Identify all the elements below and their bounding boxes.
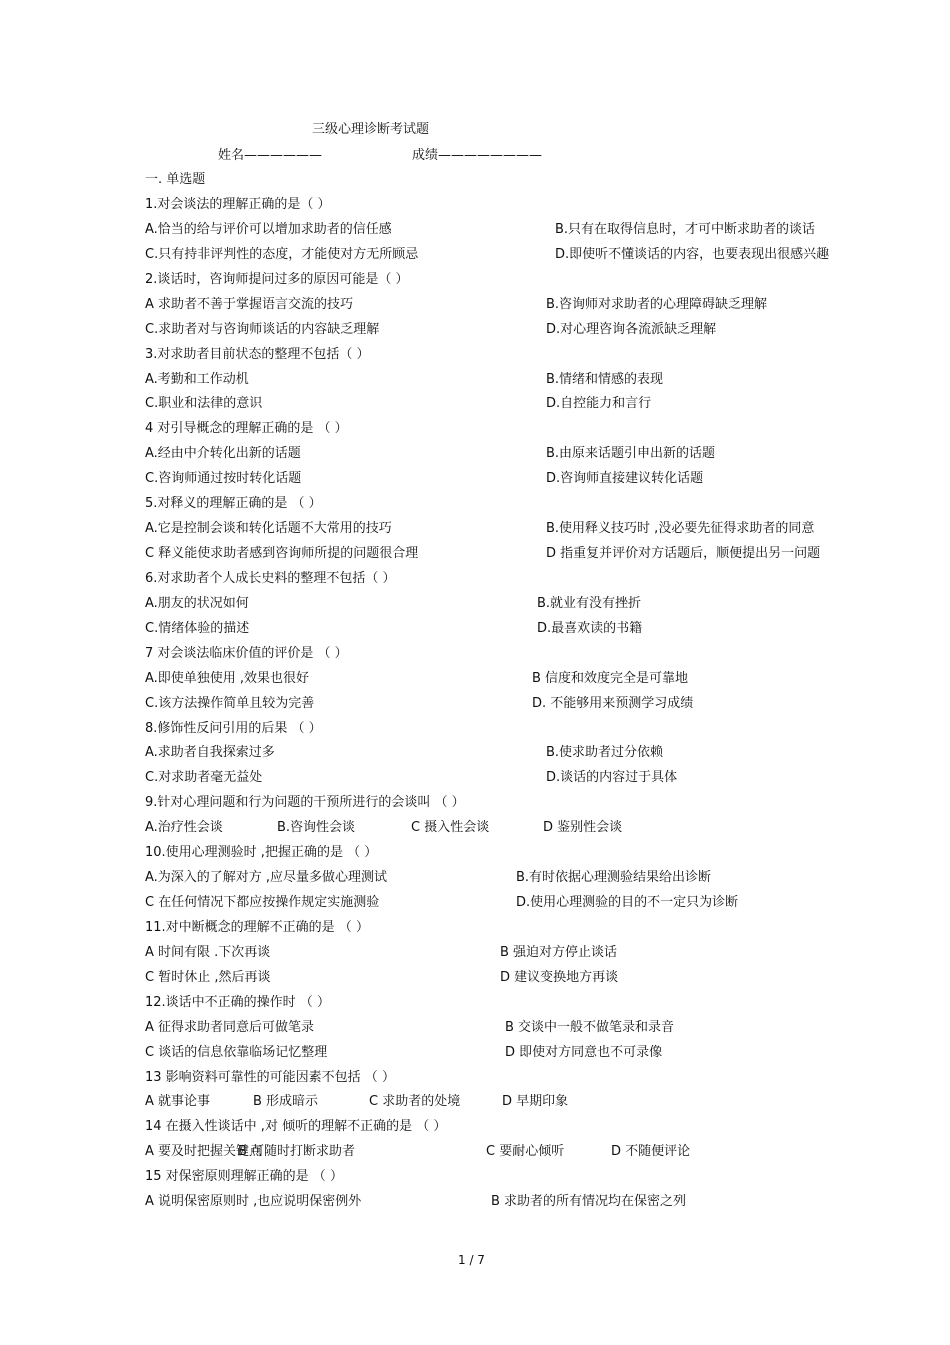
page-number: 1 / 7	[458, 1253, 485, 1267]
answer-option: B.使用释义技巧时 ,没必要先征得求助者的同意	[546, 521, 815, 537]
section-heading: 一. 单选题	[145, 172, 206, 187]
answer-option: C 求助者的处境	[369, 1094, 461, 1110]
answer-option: C.只有持非评判性的态度，才能使对方无所顾忌	[145, 246, 419, 262]
question-stem: 4 对引导概念的理解正确的是 （ ）	[145, 421, 348, 437]
answer-option: C.情绪体验的描述	[145, 620, 250, 636]
page-title: 三级心理诊断考试题	[312, 122, 430, 137]
answer-option: B.由原来话题引申出新的话题	[546, 446, 716, 462]
question-stem: 2.谈话时，咨询师提问过多的原因可能是（ ）	[145, 271, 409, 287]
question-stem: 6.对求助者个人成长史料的整理不包括（ ）	[145, 570, 396, 586]
answer-option: B 信度和效度完全是可靠地	[532, 670, 689, 686]
answer-option: C 暂时休止 ,然后再谈	[145, 969, 271, 985]
answer-option: A.朋友的状况如何	[145, 595, 249, 611]
answer-option: D 鉴别性会谈	[543, 820, 623, 836]
answer-option: C.对求助者毫无益处	[145, 770, 263, 786]
name-field: 姓名——————	[218, 148, 323, 163]
answer-option: D 建议变换地方再谈	[500, 969, 619, 985]
answer-option: C.职业和法律的意识	[145, 396, 263, 412]
answer-option: B 可随时打断求助者	[238, 1144, 356, 1160]
answer-option: A.求助者自我探索过多	[145, 745, 275, 761]
answer-option: D 不随便评论	[611, 1144, 691, 1160]
answer-option: A.经由中介转化出新的话题	[145, 446, 301, 462]
question-stem: 5.对释义的理解正确的是 （ ）	[145, 496, 322, 512]
answer-option: C 谈话的信息依靠临场记忆整理	[145, 1044, 328, 1060]
answer-option: A.即使单独使用 ,效果也很好	[145, 670, 310, 686]
answer-option: D.最喜欢读的书籍	[537, 620, 643, 636]
answer-option: D.咨询师直接建议转化话题	[546, 471, 704, 487]
question-stem: 15 对保密原则理解正确的是 （ ）	[145, 1169, 343, 1185]
question-stem: 8.修饰性反问引用的后果 （ ）	[145, 720, 322, 736]
answer-option: B.咨询师对求助者的心理障碍缺乏理解	[546, 296, 768, 312]
answer-option: A 就事论事	[145, 1094, 211, 1110]
answer-option: C 要耐心倾听	[486, 1144, 565, 1160]
question-stem: 12.谈话中不正确的操作时 （ ）	[145, 994, 330, 1010]
answer-option: A 求助者不善于掌握语言交流的技巧	[145, 296, 354, 312]
answer-option: A 征得求助者同意后可做笔录	[145, 1019, 315, 1035]
answer-option: D.使用心理测验的目的不一定只为诊断	[516, 895, 739, 911]
question-stem: 7 对会谈法临床价值的评价是 （ ）	[145, 645, 348, 661]
answer-option: A.恰当的给与评价可以增加求助者的信任感	[145, 221, 392, 237]
answer-option: A 说明保密原则时 ,也应说明保密例外	[145, 1194, 362, 1210]
question-stem: 9.针对心理问题和行为问题的干预所进行的会谈叫 （ ）	[145, 795, 465, 811]
question-stem: 14 在摄入性谈话中 ,对 倾听的理解不正确的是 （ ）	[145, 1119, 447, 1135]
question-stem: 11.对中断概念的理解不正确的是 （ ）	[145, 919, 369, 935]
question-stem: 13 影响资料可靠性的可能因素不包括 （ ）	[145, 1069, 395, 1085]
score-field: 成绩————————	[412, 148, 543, 163]
answer-option: D 即使对方同意也不可录像	[505, 1044, 663, 1060]
answer-option: B.有时依据心理测验结果给出诊断	[516, 870, 712, 886]
answer-option: C.该方法操作简单且较为完善	[145, 695, 315, 711]
answer-option: D.谈话的内容过于具体	[546, 770, 678, 786]
answer-option: C.求助者对与咨询师谈话的内容缺乏理解	[145, 321, 380, 337]
answer-option: A 要及时把握关键点	[145, 1144, 263, 1160]
answer-option: B.就业有没有挫折	[537, 595, 642, 611]
question-stem: 3.对求助者目前状态的整理不包括（ ）	[145, 346, 370, 362]
answer-option: B 形成暗示	[253, 1094, 319, 1110]
answer-option: A.为深入的了解对方 ,应尽量多做心理测试	[145, 870, 388, 886]
answer-option: D 指重复并评价对方话题后，顺便提出另一问题	[546, 546, 821, 562]
answer-option: C 摄入性会谈	[411, 820, 490, 836]
answer-option: A.治疗性会谈	[145, 820, 223, 836]
answer-option: B.使求助者过分依赖	[546, 745, 664, 761]
answer-option: B.咨询性会谈	[277, 820, 356, 836]
answer-option: B 交谈中一般不做笔录和录音	[505, 1019, 675, 1035]
answer-option: A.考勤和工作动机	[145, 371, 249, 387]
answer-option: C 释义能使求助者感到咨询师所提的问题很合理	[145, 546, 419, 562]
answer-option: B 强迫对方停止谈话	[500, 944, 618, 960]
question-stem: 1.对会谈法的理解正确的是（ ）	[145, 197, 331, 212]
answer-option: D. 不能够用来预测学习成绩	[532, 695, 694, 711]
question-stem: 10.使用心理测验时 ,把握正确的是 （ ）	[145, 845, 378, 861]
answer-option: C 在任何情况下都应按操作规定实施测验	[145, 895, 380, 911]
answer-option: C.咨询师通过按时转化话题	[145, 471, 302, 487]
answer-option: B.情绪和情感的表现	[546, 371, 664, 387]
answer-option: B 求助者的所有情况均在保密之列	[491, 1194, 687, 1210]
answer-option: D.即使听不懂谈话的内容，也要表现出很感兴趣	[555, 246, 830, 262]
answer-option: A.它是控制会谈和转化话题不大常用的技巧	[145, 521, 392, 537]
answer-option: D.自控能力和言行	[546, 396, 652, 412]
answer-option: B.只有在取得信息时，才可中断求助者的谈话	[555, 221, 816, 237]
answer-option: D 早期印象	[502, 1094, 569, 1110]
answer-option: D.对心理咨询各流派缺乏理解	[546, 321, 717, 337]
answer-option: A 时间有限 .下次再谈	[145, 944, 271, 960]
